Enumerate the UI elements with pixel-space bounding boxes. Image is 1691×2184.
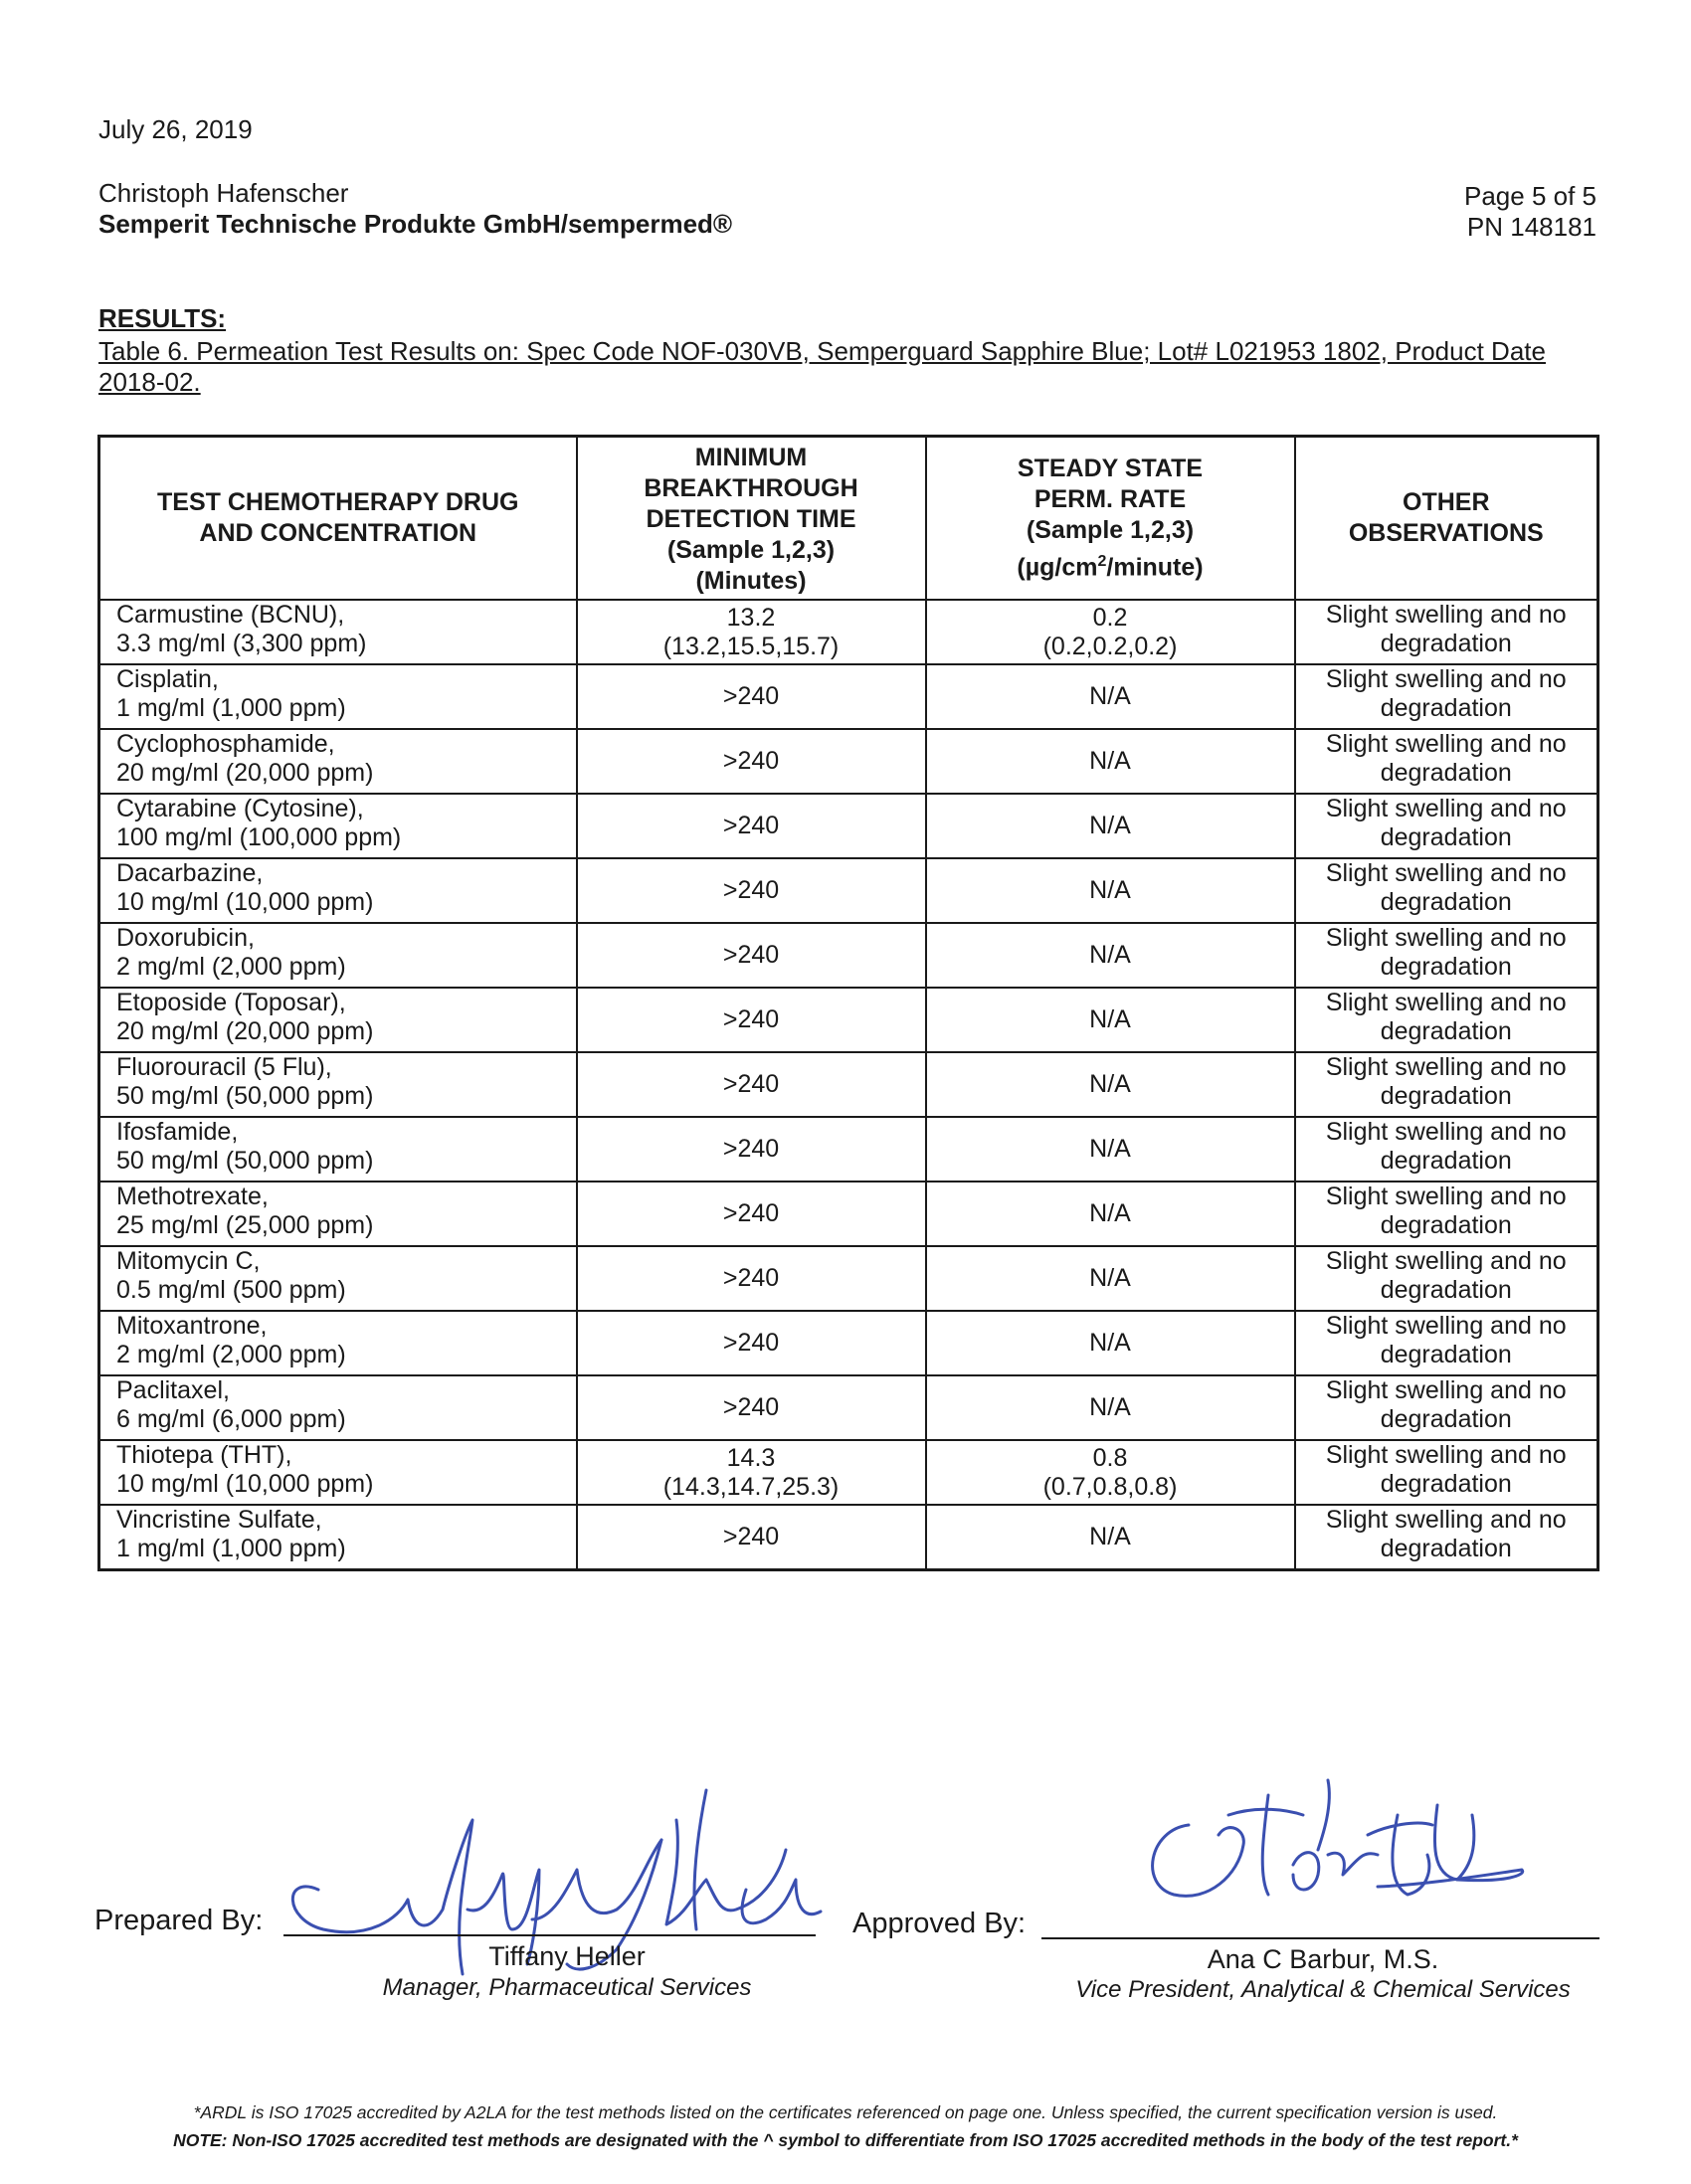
footnote-note: NOTE: Non-ISO 17025 accredited test methods are designated with the ^ symbol to differentiate from ISO 17025 accredited methods in the body of the test report.* bbox=[173, 2130, 1518, 2150]
observation-cell bbox=[1295, 1117, 1598, 1182]
breakthrough-time: >240 bbox=[722, 1329, 780, 1357]
drug-concentration: 50 mg/ml (50,000 ppm) bbox=[116, 1082, 374, 1110]
approved-by-name: Ana C Barbur, M.S. bbox=[1207, 1944, 1439, 1974]
table-row bbox=[99, 1182, 1598, 1246]
breakthrough-time: >240 bbox=[722, 1264, 780, 1292]
drug-cell bbox=[99, 729, 577, 794]
observation-text: Slight swelling and no degradation bbox=[1325, 795, 1567, 851]
breakthrough-time: >240 bbox=[722, 876, 780, 904]
drug-name: Cytarabine (Cytosine), bbox=[116, 795, 364, 822]
breakthrough-time: 14.3 bbox=[726, 1443, 776, 1472]
perm-rate-cell bbox=[926, 664, 1295, 729]
observation-text: Slight swelling and no degradation bbox=[1325, 601, 1567, 657]
breakthrough-time: >240 bbox=[722, 941, 780, 969]
footnote-accreditation: *ARDL is ISO 17025 accredited by A2LA for the test methods listed on the certificates referenced on page one. Unless specified, the current specification version is used. bbox=[193, 2102, 1498, 2122]
observation-text: Slight swelling and no degradation bbox=[1325, 730, 1567, 787]
drug-name: Cisplatin, bbox=[116, 665, 219, 693]
drug-concentration: 0.5 mg/ml (500 ppm) bbox=[116, 1276, 346, 1304]
observation-cell bbox=[1295, 988, 1598, 1052]
drug-concentration: 100 mg/ml (100,000 ppm) bbox=[116, 823, 402, 851]
perm-rate: N/A bbox=[1089, 1329, 1131, 1357]
table-row bbox=[99, 1505, 1598, 1570]
observation-cell bbox=[1295, 923, 1598, 988]
drug-name: Mitoxantrone, bbox=[116, 1312, 268, 1340]
drug-concentration: 10 mg/ml (10,000 ppm) bbox=[116, 1470, 374, 1498]
prepared-by-title: Manager, Pharmaceutical Services bbox=[382, 1974, 752, 2001]
approved-signature bbox=[1129, 1775, 1547, 1924]
drug-cell bbox=[99, 1052, 577, 1117]
table-row bbox=[99, 1246, 1598, 1311]
drug-name: Cyclophosphamide, bbox=[116, 730, 335, 758]
observation-text: Slight swelling and no degradation bbox=[1325, 1053, 1567, 1110]
drug-concentration: 20 mg/ml (20,000 ppm) bbox=[116, 759, 374, 787]
breakthrough-time-cell bbox=[577, 600, 926, 664]
results-heading: RESULTS: bbox=[98, 303, 227, 333]
breakthrough-time-cell bbox=[577, 1375, 926, 1440]
breakthrough-time-cell bbox=[577, 664, 926, 729]
perm-rate: N/A bbox=[1089, 876, 1131, 904]
table-row bbox=[99, 1117, 1598, 1182]
observation-text: Slight swelling and no degradation bbox=[1325, 989, 1567, 1045]
perm-rate-cell bbox=[926, 1117, 1295, 1182]
observation-text: Slight swelling and no degradation bbox=[1325, 665, 1567, 722]
drug-cell bbox=[99, 664, 577, 729]
breakthrough-time-cell bbox=[577, 1182, 926, 1246]
drug-concentration: 25 mg/ml (25,000 ppm) bbox=[116, 1211, 374, 1239]
breakthrough-time: >240 bbox=[722, 1135, 780, 1163]
breakthrough-time: >240 bbox=[722, 1005, 780, 1033]
observation-cell bbox=[1295, 1052, 1598, 1117]
breakthrough-time: >240 bbox=[722, 1393, 780, 1421]
drug-cell bbox=[99, 1117, 577, 1182]
drug-name: Etoposide (Toposar), bbox=[116, 989, 346, 1016]
observation-text: Slight swelling and no degradation bbox=[1325, 1506, 1567, 1562]
perm-rate: N/A bbox=[1089, 682, 1131, 710]
observation-cell bbox=[1295, 1246, 1598, 1311]
drug-name: Methotrexate, bbox=[116, 1183, 269, 1210]
drug-concentration: 1 mg/ml (1,000 ppm) bbox=[116, 694, 346, 722]
observation-cell bbox=[1295, 1182, 1598, 1246]
perm-rate: 0.2 bbox=[1092, 603, 1128, 632]
header-observations: OTHER OBSERVATIONS bbox=[1295, 437, 1598, 601]
perm-rate-cell bbox=[926, 1246, 1295, 1311]
breakthrough-time-cell bbox=[577, 1052, 926, 1117]
perm-rate-cell bbox=[926, 1440, 1295, 1505]
page-info bbox=[1464, 181, 1597, 243]
perm-rate: N/A bbox=[1089, 1135, 1131, 1163]
table-row bbox=[99, 794, 1598, 858]
drug-cell bbox=[99, 600, 577, 664]
perm-rate-samples: (0.2,0.2,0.2) bbox=[1042, 632, 1178, 660]
drug-name: Carmustine (BCNU), bbox=[116, 601, 345, 629]
drug-cell bbox=[99, 923, 577, 988]
drug-cell bbox=[99, 858, 577, 923]
drug-name: Fluorouracil (5 Flu), bbox=[116, 1053, 332, 1081]
breakthrough-time-cell bbox=[577, 729, 926, 794]
drug-cell bbox=[99, 1246, 577, 1311]
table-row bbox=[99, 1440, 1598, 1505]
perm-rate-cell bbox=[926, 729, 1295, 794]
perm-rate-cell bbox=[926, 794, 1295, 858]
drug-name: Paclitaxel, bbox=[116, 1376, 230, 1404]
breakthrough-time-cell bbox=[577, 1311, 926, 1375]
breakthrough-time: >240 bbox=[722, 1199, 780, 1227]
observation-cell bbox=[1295, 1505, 1598, 1570]
observation-text: Slight swelling and no degradation bbox=[1325, 1247, 1567, 1304]
drug-cell bbox=[99, 794, 577, 858]
breakthrough-time: >240 bbox=[722, 1523, 780, 1550]
perm-rate: N/A bbox=[1089, 747, 1131, 775]
observation-text: Slight swelling and no degradation bbox=[1325, 1183, 1567, 1239]
observation-text: Slight swelling and no degradation bbox=[1325, 859, 1567, 916]
perm-rate: N/A bbox=[1089, 941, 1131, 969]
observation-cell bbox=[1295, 664, 1598, 729]
contact-name: Christoph Hafenscher bbox=[98, 178, 349, 208]
breakthrough-samples: (14.3,14.7,25.3) bbox=[662, 1472, 840, 1501]
drug-cell bbox=[99, 1375, 577, 1440]
perm-rate: 0.8 bbox=[1092, 1443, 1128, 1472]
breakthrough-time-cell bbox=[577, 794, 926, 858]
perm-rate-cell bbox=[926, 1052, 1295, 1117]
drug-concentration: 3.3 mg/ml (3,300 ppm) bbox=[116, 630, 367, 657]
drug-cell bbox=[99, 1440, 577, 1505]
perm-rate: N/A bbox=[1089, 1264, 1131, 1292]
drug-concentration: 50 mg/ml (50,000 ppm) bbox=[116, 1147, 374, 1175]
drug-name: Dacarbazine, bbox=[116, 859, 264, 887]
observation-cell bbox=[1295, 858, 1598, 923]
perm-rate-cell bbox=[926, 1311, 1295, 1375]
perm-rate: N/A bbox=[1089, 1523, 1131, 1550]
breakthrough-time-cell bbox=[577, 1246, 926, 1311]
drug-cell bbox=[99, 988, 577, 1052]
table-caption: Table 6. Permeation Test Results on: Spec Code NOF-030VB, Semperguard Sapphire Blue; Lot# L021953 1802, Product Date 2018-02. bbox=[98, 336, 1546, 397]
table-row bbox=[99, 923, 1598, 988]
perm-rate-samples: (0.7,0.8,0.8) bbox=[1042, 1472, 1178, 1501]
rate-unit: $(\mu g/cm^2/minute)$ bbox=[1017, 552, 1204, 582]
perm-rate-cell bbox=[926, 1182, 1295, 1246]
letter-date: July 26, 2019 bbox=[98, 114, 253, 144]
company-name: Semperit Technische Produkte GmbH/sempermed® bbox=[98, 209, 733, 239]
observation-cell bbox=[1295, 1311, 1598, 1375]
perm-rate-cell bbox=[926, 858, 1295, 923]
drug-cell bbox=[99, 1182, 577, 1246]
drug-name: Mitomycin C, bbox=[116, 1247, 261, 1275]
breakthrough-samples: (13.2,15.5,15.7) bbox=[662, 632, 840, 660]
drug-name: Thiotepa (THT), bbox=[116, 1441, 292, 1469]
breakthrough-time: >240 bbox=[722, 682, 780, 710]
table-row bbox=[99, 988, 1598, 1052]
page-number: Page 5 of 5 bbox=[1464, 181, 1597, 211]
approved-signature-line bbox=[1041, 1937, 1599, 1939]
drug-concentration: 20 mg/ml (20,000 ppm) bbox=[116, 1017, 374, 1045]
prepared-by-label: Prepared By: bbox=[94, 1905, 264, 1936]
table-row bbox=[99, 1311, 1598, 1375]
breakthrough-time-cell bbox=[577, 1505, 926, 1570]
observation-text: Slight swelling and no degradation bbox=[1325, 1312, 1567, 1368]
table-header-row bbox=[99, 437, 1598, 601]
table-row bbox=[99, 664, 1598, 729]
perm-rate-cell bbox=[926, 600, 1295, 664]
table-row bbox=[99, 729, 1598, 794]
breakthrough-time: >240 bbox=[722, 747, 780, 775]
perm-rate: N/A bbox=[1089, 1393, 1131, 1421]
drug-name: Vincristine Sulfate, bbox=[116, 1506, 322, 1534]
perm-rate: N/A bbox=[1089, 1005, 1131, 1033]
prepared-by-name: Tiffany Heller bbox=[488, 1941, 646, 1971]
observation-text: Slight swelling and no degradation bbox=[1325, 1118, 1567, 1175]
permeation-results-table bbox=[97, 435, 1599, 1571]
approved-by-title: Vice President, Analytical & Chemical Services bbox=[1075, 1976, 1571, 2003]
drug-concentration: 10 mg/ml (10,000 ppm) bbox=[116, 888, 374, 916]
drug-cell bbox=[99, 1505, 577, 1570]
perm-rate: N/A bbox=[1089, 1070, 1131, 1098]
table-row bbox=[99, 600, 1598, 664]
observation-text: Slight swelling and no degradation bbox=[1325, 1441, 1567, 1498]
table-row bbox=[99, 858, 1598, 923]
drug-concentration: 2 mg/ml (2,000 ppm) bbox=[116, 1341, 346, 1368]
header-drug: TEST CHEMOTHERAPY DRUG AND CONCENTRATION bbox=[99, 437, 577, 601]
observation-text: Slight swelling and no degradation bbox=[1325, 924, 1567, 981]
observation-cell bbox=[1295, 794, 1598, 858]
prepared-signature-line bbox=[283, 1934, 816, 1936]
observation-cell bbox=[1295, 1440, 1598, 1505]
breakthrough-time-cell bbox=[577, 988, 926, 1052]
perm-rate: N/A bbox=[1089, 1199, 1131, 1227]
drug-cell bbox=[99, 1311, 577, 1375]
breakthrough-time-cell bbox=[577, 858, 926, 923]
perm-rate-cell bbox=[926, 1375, 1295, 1440]
breakthrough-time-cell bbox=[577, 1117, 926, 1182]
drug-concentration: 1 mg/ml (1,000 ppm) bbox=[116, 1535, 346, 1562]
perm-rate-cell bbox=[926, 923, 1295, 988]
drug-concentration: 2 mg/ml (2,000 ppm) bbox=[116, 953, 346, 981]
product-number: PN 148181 bbox=[1466, 212, 1597, 242]
approved-by-label: Approved By: bbox=[852, 1908, 1027, 1939]
breakthrough-time-cell bbox=[577, 1440, 926, 1505]
observation-text: Slight swelling and no degradation bbox=[1325, 1376, 1567, 1433]
breakthrough-time: >240 bbox=[722, 812, 780, 839]
drug-concentration: 6 mg/ml (6,000 ppm) bbox=[116, 1405, 346, 1433]
breakthrough-time: 13.2 bbox=[726, 603, 776, 632]
observation-cell bbox=[1295, 729, 1598, 794]
perm-rate: N/A bbox=[1089, 812, 1131, 839]
table-row bbox=[99, 1052, 1598, 1117]
drug-name: Doxorubicin, bbox=[116, 924, 255, 952]
header-breakthrough-time: MINIMUM BREAKTHROUGH DETECTION TIME (Sample 1,2,3) (Minutes) bbox=[577, 437, 926, 601]
breakthrough-time-cell bbox=[577, 923, 926, 988]
header-perm-rate: STEADY STATE PERM. RATE (Sample 1,2,3) $(\mu g/cm^2/minute)$ bbox=[926, 437, 1295, 601]
observation-cell bbox=[1295, 600, 1598, 664]
observation-cell bbox=[1295, 1375, 1598, 1440]
perm-rate-cell bbox=[926, 988, 1295, 1052]
perm-rate-cell bbox=[926, 1505, 1295, 1570]
drug-name: Ifosfamide, bbox=[116, 1118, 239, 1146]
table-row bbox=[99, 1375, 1598, 1440]
breakthrough-time: >240 bbox=[722, 1070, 780, 1098]
